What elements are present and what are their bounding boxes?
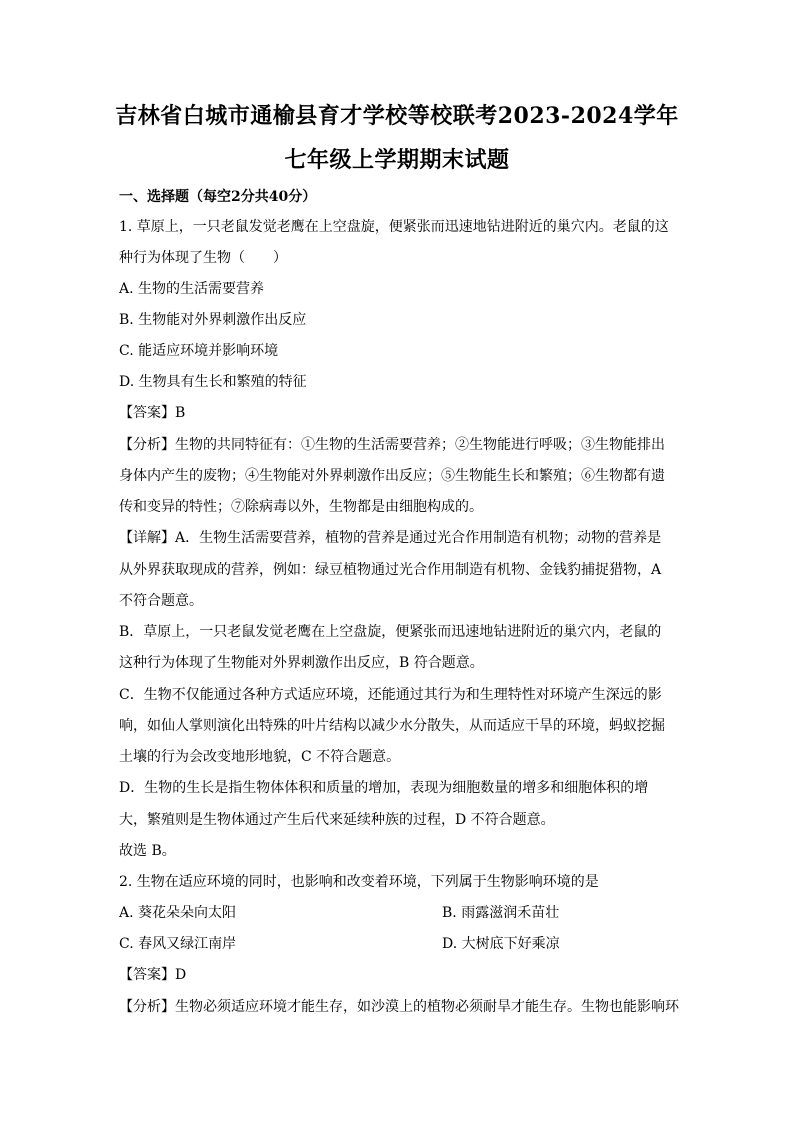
question-1-analysis-line3: 传和变异的特性；⑦除病毒以外，生物都是由细胞构成的。 (119, 499, 483, 515)
question-2-answer: 【答案】D (119, 967, 187, 983)
question-2-analysis-line1: 【分析】生物必须适应环境才能生存，如沙漠上的植物必须耐旱才能生存。生物也能影响环 (119, 999, 679, 1015)
question-1-detail-line9: D．生物的生长是指生物体体积和质量的增加，表现为细胞数量的增多和细胞体积的增 (119, 780, 649, 796)
question-1-option-d: D. 生物具有生长和繁殖的特征 (119, 374, 307, 390)
question-2-option-d: D. 大树底下好乘凉 (442, 936, 560, 952)
question-1-conclusion: 故选 B。 (119, 843, 176, 859)
section-header: 一、选择题（每空2分共40分） (119, 189, 317, 205)
question-1-detail-line7: 响，如仙人掌则演化出特殊的叶片结构以减少水分散失，从而适应干旱的环境，蚂蚁挖掘 (119, 718, 665, 734)
document-title-line1: 吉林省白城市通榆县育才学校等校联考2023-2024学年 (115, 103, 679, 129)
question-1-detail-line4: B．草原上，一只老鼠发觉老鹰在上空盘旋，便紧张而迅速地钻进附近的巢穴内，老鼠的 (119, 624, 662, 640)
question-1-detail-line1: 【详解】A．生物生活需要营养，植物的营养是通过光合作用制造有机物；动物的营养是 (119, 530, 662, 546)
question-1-option-a: A. 生物的生活需要营养 (119, 281, 265, 297)
document-title-line2: 七年级上学期期末试题 (284, 147, 510, 173)
question-1-analysis-line2: 身体内产生的废物；④生物能对外界刺激作出反应；⑤生物能生长和繁殖；⑥生物都有遗 (119, 468, 665, 484)
question-1-detail-line5: 这种行为体现了生物能对外界刺激作出反应，B 符合题意。 (119, 655, 484, 671)
question-1-detail-line3: 不符合题意。 (119, 593, 203, 609)
question-1-stem-line2: 种行为体现了生物（ ） (119, 250, 287, 266)
question-2-stem: 2. 生物在适应环境的同时，也影响和改变着环境，下列属于生物影响环境的是 (119, 874, 599, 890)
question-1-stem-line1: 1. 草原上，一只老鼠发觉老鹰在上空盘旋，便紧张而迅速地钻进附近的巢穴内。老鼠的这 (119, 219, 669, 235)
question-2-option-c: C. 春风又绿江南岸 (119, 936, 237, 952)
question-1-option-c: C. 能适应环境并影响环境 (119, 343, 279, 359)
question-1-detail-line10: 大，繁殖则是生物体通过产生后代来延续种族的过程，D 不符合题意。 (119, 812, 555, 828)
question-2-option-a: A. 葵花朵朵向太阳 (119, 905, 237, 921)
question-1-analysis-line1: 【分析】生物的共同特征有：①生物的生活需要营养；②生物能进行呼吸；③生物能排出 (119, 437, 665, 453)
question-2-option-b: B. 雨露滋润禾苗壮 (442, 905, 560, 921)
question-1-answer: 【答案】B (119, 405, 186, 421)
question-1-detail-line8: 土壤的行为会改变地形地貌，C 不符合题意。 (119, 749, 401, 765)
question-1-option-b: B. 生物能对外界刺激作出反应 (119, 312, 307, 328)
question-1-detail-line6: C．生物不仅能通过各种方式适应环境，还能通过其行为和生理特性对环境产生深远的影 (119, 687, 662, 703)
question-1-detail-line2: 从外界获取现成的营养，例如：绿豆植物通过光合作用制造有机物、金钱豹捕捉猎物，A (119, 562, 662, 578)
